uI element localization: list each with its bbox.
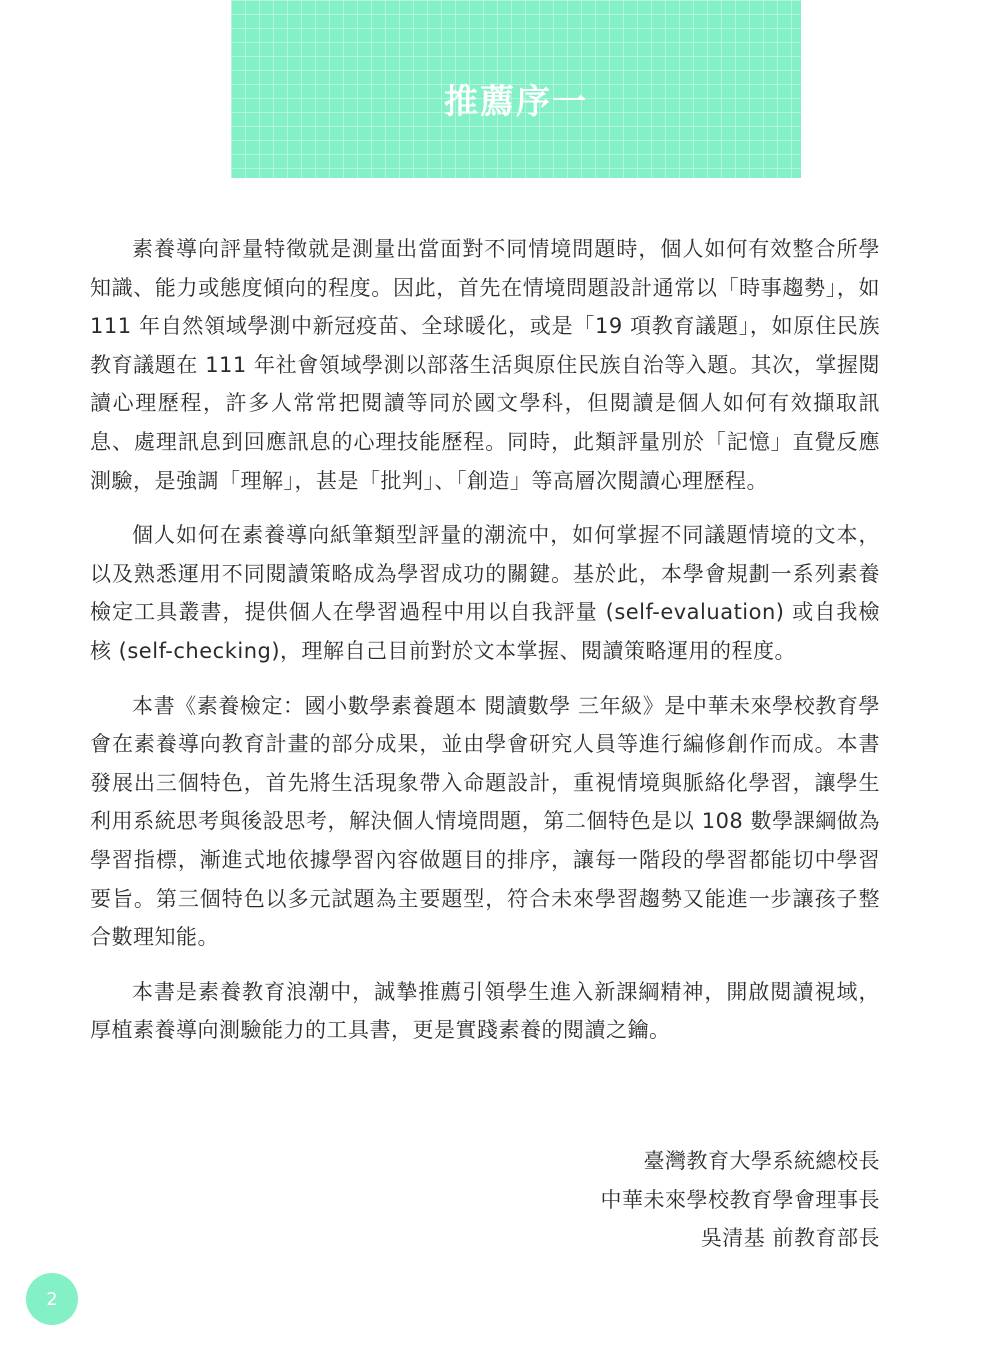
signature-name: 吳清基 前教育部長 [700, 1226, 880, 1251]
page-number: 2 [46, 1288, 58, 1310]
paragraph-1: 素養導向評量特徵就是測量出當面對不同情境問題時，個人如何有效整合所學知識、能力或態度傾向的程度。因此，首先在情境問題設計通常以「時事趨勢」，如 111 年自然領域學測中新冠疫苗、全球暖化，或是「19 項教育議題」，如原住民族教育議題在 111 年社會領域學測以部落生活與原住民族自治等入題。其次，掌握閱讀心理歷程，許多人常常把閱讀等同於國文學科，但閱讀是個人如何有效擷取訊息、處理訊息到回應訊息的心理技能歷程。同時，此類評量別於「記憶」直覺反應測驗，是強調「理解」，甚是「批判」、「創造」等高層次閱讀心理歷程。 [90, 237, 880, 493]
preface-body [90, 230, 880, 1066]
title-banner [231, 0, 801, 178]
paragraph-3: 本書《素養檢定：國小數學素養題本 閱讀數學 三年級》是中華未來學校教育學會在素養導向教育計畫的部分成果，並由學會研究人員等進行編修創作而成。本書發展出三個特色，首先將生活現象帶入命題設計，重視情境與脈絡化學習，讓學生利用系統思考與後設思考，解決個人情境問題，第二個特色是以 108 數學課綱做為學習指標，漸進式地依據學習內容做題目的排序，讓每一階段的學習都能切中學習要旨。第三個特色以多元試題為主要題型，符合未來學習趨勢又能進一步讓孩子整合數理知能。 [90, 693, 880, 950]
paragraph-4: 本書是素養教育浪潮中，誠摯推薦引領學生進入新課綱精神，開啟閱讀視域，厚植素養導向測驗能力的工具書，更是實踐素養的閱讀之鑰。 [90, 979, 880, 1043]
signature-title-1: 臺灣教育大學系統總校長 [643, 1149, 880, 1173]
page-title: 推薦序一 [444, 81, 588, 122]
signature-block [601, 1142, 881, 1258]
signature-title-2: 中華未來學校教育學會理事長 [600, 1187, 880, 1212]
page-number-badge [26, 1273, 78, 1325]
paragraph-2: 個人如何在素養導向紙筆類型評量的潮流中，如何掌握不同議題情境的文本，以及熟悉運用不同閱讀策略成為學習成功的關鍵。基於此，本學會規劃一系列素養檢定工具叢書，提供個人在學習過程中用以自我評量 (self-evaluation) 或自我檢核 (self-checking)，理解自己目前對於文本掌握、閱讀策略運用的程度。 [90, 523, 880, 663]
